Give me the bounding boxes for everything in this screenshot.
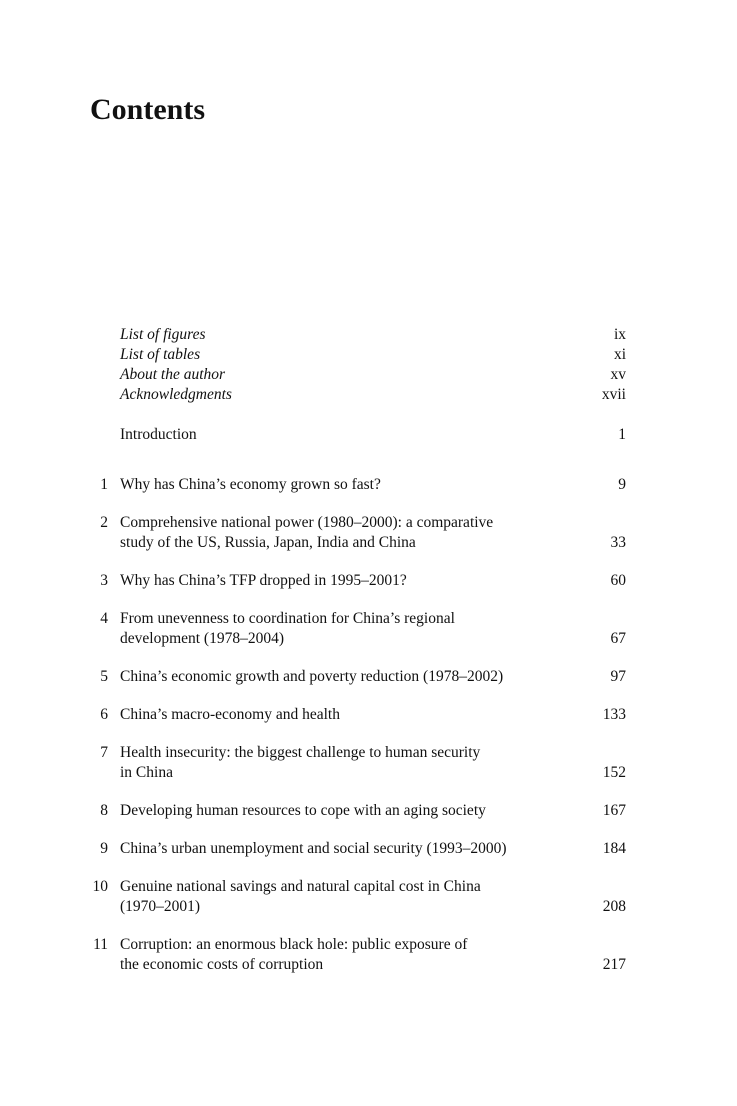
entry-title [120,571,566,591]
entry-page: 217 [602,956,626,973]
toc-entry-front-matter[interactable] [80,365,626,385]
chapter-number: 11 [93,936,108,953]
table-of-contents [80,325,626,975]
entry-page: xi [613,346,626,363]
entry-title [120,743,566,783]
entry-title-line: China’s urban unemployment and social security (1993–2000) [120,840,507,857]
chapter-number: 10 [92,878,108,895]
entry-title-line: in China [120,764,173,781]
entry-page: xv [610,366,626,383]
entry-page: 67 [610,630,626,647]
toc-entry-chapter[interactable] [80,475,626,495]
entry-title [120,705,566,725]
chapter-number: 5 [100,668,108,685]
chapter-number: 1 [100,476,108,493]
entry-title-line: Corruption: an enormous black hole: public exposure of [120,936,468,953]
entry-title-line: China’s macro-economy and health [120,706,340,723]
entry-title-line: Genuine national savings and natural capital cost in China [120,878,481,895]
entry-page: 1 [618,426,626,443]
toc-entry-chapter[interactable] [80,877,626,917]
entry-page: ix [613,326,626,343]
chapter-number: 4 [100,610,108,627]
page-title: Contents [90,93,206,126]
entry-title-line: Developing human resources to cope with an aging society [120,802,486,819]
chapter-number: 2 [100,514,108,531]
toc-entry-introduction[interactable] [80,425,626,445]
toc-entry-chapter[interactable] [80,743,626,783]
entry-title: About the author [120,366,226,383]
entry-page: 33 [610,534,626,551]
entry-title [120,667,566,687]
toc-entry-front-matter[interactable] [80,385,626,405]
entry-page: 133 [602,706,626,723]
entry-page: 167 [602,802,626,819]
entry-page: 152 [602,764,626,781]
entry-title-line: Why has China’s economy grown so fast? [120,476,381,493]
chapter-number: 3 [100,572,108,589]
entry-title [120,475,566,495]
entry-title-line: the economic costs of corruption [120,956,324,973]
entry-title-line: From unevenness to coordination for China’s regional [120,610,455,627]
entry-title [120,839,566,859]
toc-entry-chapter[interactable] [80,571,626,591]
entry-title-line: Health insecurity: the biggest challenge to human security [120,744,481,761]
entry-title [120,609,566,649]
toc-entry-chapter[interactable] [80,705,626,725]
entry-title: Introduction [120,426,197,443]
chapter-number: 6 [100,706,108,723]
chapter-number: 9 [100,840,108,857]
entry-title: List of tables [120,346,201,363]
chapter-number: 7 [100,744,108,761]
entry-title [120,801,566,821]
chapter-list [80,475,626,975]
entry-title [120,877,566,917]
entry-title-line: China’s economic growth and poverty reduction (1978–2002) [120,668,504,685]
entry-page: xvii [601,386,626,403]
entry-title-line: (1970–2001) [120,898,201,915]
toc-entry-chapter[interactable] [80,609,626,649]
chapter-number: 8 [100,802,108,819]
toc-entry-front-matter[interactable] [80,345,626,365]
toc-entry-chapter[interactable] [80,513,626,553]
front-matter-list [80,325,626,405]
entry-title [120,935,566,975]
entry-title: Acknowledgments [120,386,232,403]
toc-entry-chapter[interactable] [80,801,626,821]
entry-title [120,513,566,553]
entry-title-line: Comprehensive national power (1980–2000): a comparative [120,514,494,531]
toc-entry-chapter[interactable] [80,935,626,975]
entry-page: 9 [618,476,626,493]
toc-entry-chapter[interactable] [80,667,626,687]
entry-title-line: Why has China’s TFP dropped in 1995–2001? [120,572,407,589]
toc-entry-front-matter[interactable] [80,325,626,345]
entry-page: 208 [602,898,626,915]
entry-page: 60 [610,572,626,589]
entry-title-line: development (1978–2004) [120,630,285,647]
entry-page: 97 [610,668,626,685]
entry-title: List of figures [120,326,206,343]
entry-page: 184 [602,840,626,857]
entry-title-line: study of the US, Russia, Japan, India and China [120,534,416,551]
toc-entry-chapter[interactable] [80,839,626,859]
